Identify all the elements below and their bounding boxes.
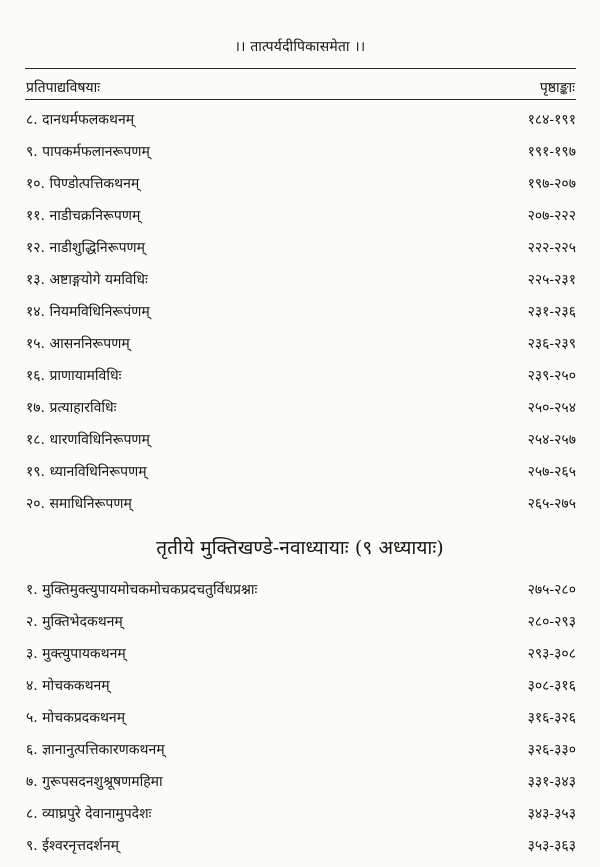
toc-row (26, 334, 576, 354)
toc-entry-pages: १९७-२०७ (527, 176, 576, 192)
toc-entry-pages: ३५३-३६३ (527, 838, 576, 854)
toc-row (26, 206, 576, 226)
section-heading: तृतीये मुक्तिखण्डे-नवाध्यायाः (९ अध्यायाः) (156, 537, 444, 559)
toc-entry-pages: २२२-२२५ (527, 240, 576, 256)
toc-row (26, 302, 576, 322)
toc-entry-pages: २८०-२९३ (527, 614, 576, 630)
toc-row (26, 142, 576, 162)
toc-entry-pages: २५०-२५४ (527, 400, 576, 416)
toc-entry-pages: २६५-२७५ (527, 496, 576, 512)
toc-row (26, 238, 576, 258)
toc-row (26, 110, 576, 130)
toc-entry-pages: ३३१-३४३ (527, 774, 576, 790)
toc-entry-pages: १९१-१९७ (527, 144, 576, 160)
toc-row (26, 462, 576, 482)
toc-entry-title: ४. मोचककथनम् (26, 678, 110, 694)
toc-entry-pages: ३२६-३३० (527, 742, 576, 758)
toc-entry-pages: २९३-३०८ (527, 646, 576, 662)
toc-entry-title: ३. मुक्त्युपायकथनम् (26, 646, 126, 662)
toc-entry-pages: २२५-२३१ (527, 272, 576, 288)
toc-row (26, 676, 576, 696)
toc-entry-title: ७. गुरूपसदनशुश्रूषणमहिमा (26, 774, 163, 790)
toc-entry-title: १२. नाडीशुद्धिनिरूपणम् (26, 240, 146, 256)
toc-entry-title: १३. अष्टाङ्गयोगे यमविधिः (26, 272, 148, 288)
toc-row (26, 804, 576, 824)
toc-entry-title: ११. नाडीचक्रनिरूपणम् (26, 208, 141, 224)
toc-entry-title: १६. प्राणायामविधिः (26, 368, 122, 384)
toc-entry-pages: १८४-१९१ (527, 112, 576, 128)
toc-entry-title: ६. ज्ञानानुत्पत्तिकारणकथनम् (26, 742, 165, 758)
toc-entry-title: ५. मोचकप्रदकथनम् (26, 710, 126, 726)
toc-entry-pages: ३१६-३२६ (527, 710, 576, 726)
toc-entry-pages: ३०८-३१६ (527, 678, 576, 694)
toc-entry-title: १०. पिण्डोत्पत्तिकथनम् (26, 176, 140, 192)
toc-row (26, 174, 576, 194)
toc-row (26, 772, 576, 792)
header-top-rule (25, 68, 576, 69)
toc-entry-pages: २३९-२५० (527, 368, 576, 384)
toc-row (26, 430, 576, 450)
toc-entry-title: १५. आसननिरूपणम् (26, 336, 130, 352)
toc-entry-pages: २५४-२५७ (527, 432, 576, 448)
running-title: ।। तात्पर्यदीपिकासमेता ।। (234, 39, 366, 55)
toc-row (26, 836, 576, 856)
toc-entry-title: १८. धारणविधिनिरूपणम् (26, 432, 150, 448)
toc-row (26, 366, 576, 386)
toc-entry-pages: २७५-२८० (527, 582, 576, 598)
toc-entry-title: १७. प्रत्याहारविधिः (26, 400, 117, 416)
toc-row (26, 398, 576, 418)
toc-row (26, 270, 576, 290)
toc-entry-title: १. मुक्तिमुक्त्युपायमोचकमोचकप्रदचतुर्विधप्रश्नाः (26, 582, 258, 598)
toc-entry-title: १९. ध्यानविधिनिरूपणम् (26, 464, 147, 480)
toc-entry-title: २. मुक्तिभेदकथनम् (26, 614, 123, 630)
toc-row (26, 580, 576, 600)
toc-row (26, 708, 576, 728)
toc-row (26, 612, 576, 632)
toc-entry-title: ९. ईश्वरनृत्तदर्शनम् (26, 838, 120, 854)
subject-column-header: प्रतिपाद्यविषयाः (26, 80, 101, 96)
toc-entry-pages: २०७-२२२ (527, 208, 576, 224)
toc-row (26, 494, 576, 514)
toc-entry-title: ८. दानधर्मफलकथनम् (26, 112, 135, 128)
toc-entry-pages: ३४३-३५३ (527, 806, 576, 822)
toc-entry-title: २०. समाधिनिरूपणम् (26, 496, 132, 512)
header-bottom-rule (25, 99, 576, 100)
toc-entry-pages: २३६-२३९ (527, 336, 576, 352)
page-column-header: पृष्ठाङ्काः (539, 80, 575, 96)
toc-entry-pages: २५७-२६५ (527, 464, 576, 480)
toc-row (26, 740, 576, 760)
toc-entry-title: ९. पापकर्मफलानरूपणम् (26, 144, 150, 160)
toc-entry-title: ८. व्याघ्रपुरे देवानामुपदेशः (26, 806, 152, 822)
toc-entry-pages: २३१-२३६ (527, 304, 576, 320)
toc-entry-title: १४. नियमविधिनिरूपंणम् (26, 304, 150, 320)
toc-row (26, 644, 576, 664)
